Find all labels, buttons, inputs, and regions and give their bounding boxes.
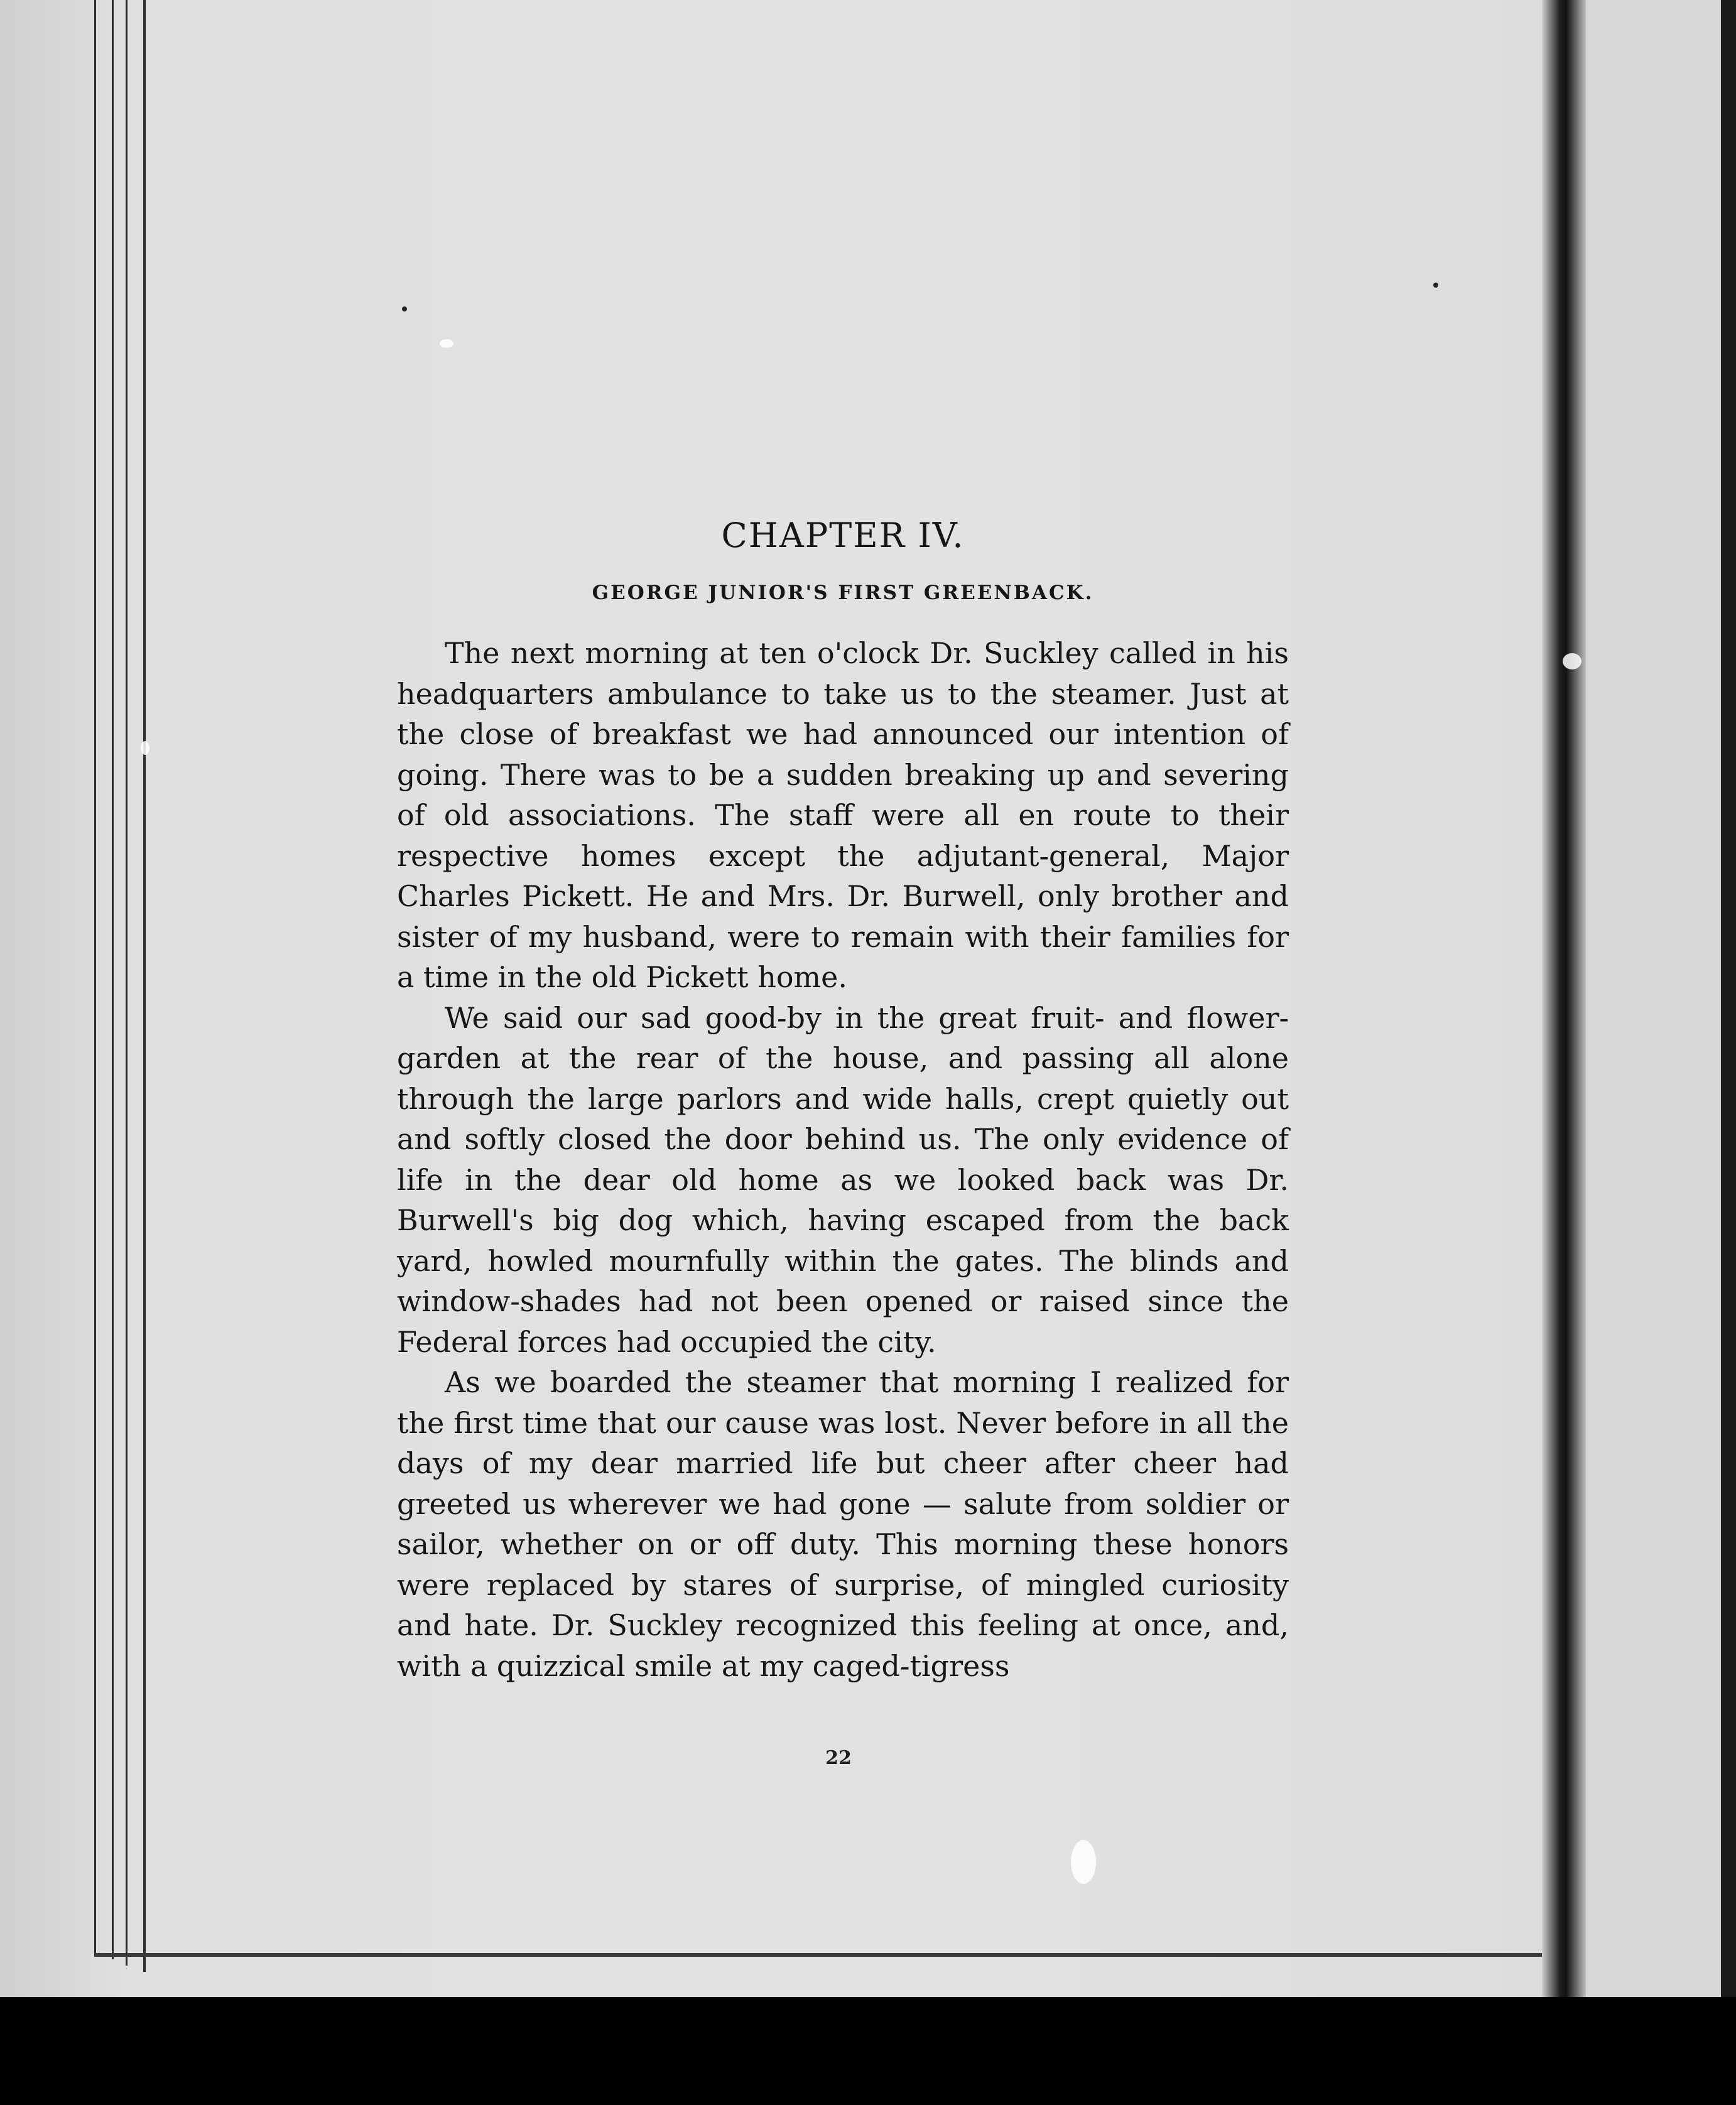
paragraph: We said our sad good-by in the great fruit- and flower-garden at the rear of the house, and passing all alone through the large parlors and wide halls, crept quietly out and softly closed the door behind us. The only evidence of life in the dear old home as we looked back was Dr. Burwell's big dog which, having escaped from the back yard, howled mournfully within the gates. The blinds and window-shades had not been opened or raised since the Federal forces had occupied the city. [397, 1000, 1289, 1359]
book-gutter [1542, 0, 1586, 1997]
scan-speck [1563, 653, 1581, 669]
facing-page-strip [1586, 0, 1736, 1997]
paragraph: As we boarded the steamer that morning I realized for the first time that our cause was lost. Never before in all the days of my dear married life but cheer after cheer had greeted us wherever we had gone — salute from soldier or sailor, whether on or off duty. This morning these honors were replaced by stares of surprise, of mingled curiosity and hate. Dr. Suckley recognized this feeling at once, and, with a quizzical smile at my caged-tigress [397, 1365, 1289, 1683]
page-edge-line [112, 0, 114, 1959]
paragraph: The next morning at ten o'clock Dr. Suckley called in his headquarters ambulance to take us to the steamer. Just at the close of breakfast we had announced our intention of going. There was to be a sudden breaking up and severing of old associations. The staff were all en route to their respective homes except the adjutant-general, Major Charles Pickett. He and Mrs. Dr. Burwell, only brother and sister of my husband, were to remain with their families for a time in the old Pickett home. [397, 636, 1289, 994]
scan-speck [440, 339, 453, 348]
scan-speck [1071, 1840, 1096, 1884]
page-text [397, 514, 1289, 1686]
page-edge-line [94, 0, 96, 1953]
scan-speck [141, 741, 149, 755]
chapter-subtitle: GEORGE JUNIOR'S FIRST GREENBACK. [592, 582, 1094, 604]
page-number: 22 [825, 1747, 852, 1769]
page-edge-line [126, 0, 127, 1966]
scan-dot [1433, 283, 1438, 288]
chapter-title: CHAPTER IV. [721, 516, 965, 555]
facing-page-edge [1721, 0, 1736, 1997]
page-bottom-edge [94, 1953, 1583, 1957]
page-edge-line [143, 0, 146, 1972]
scan-dot [402, 306, 407, 311]
